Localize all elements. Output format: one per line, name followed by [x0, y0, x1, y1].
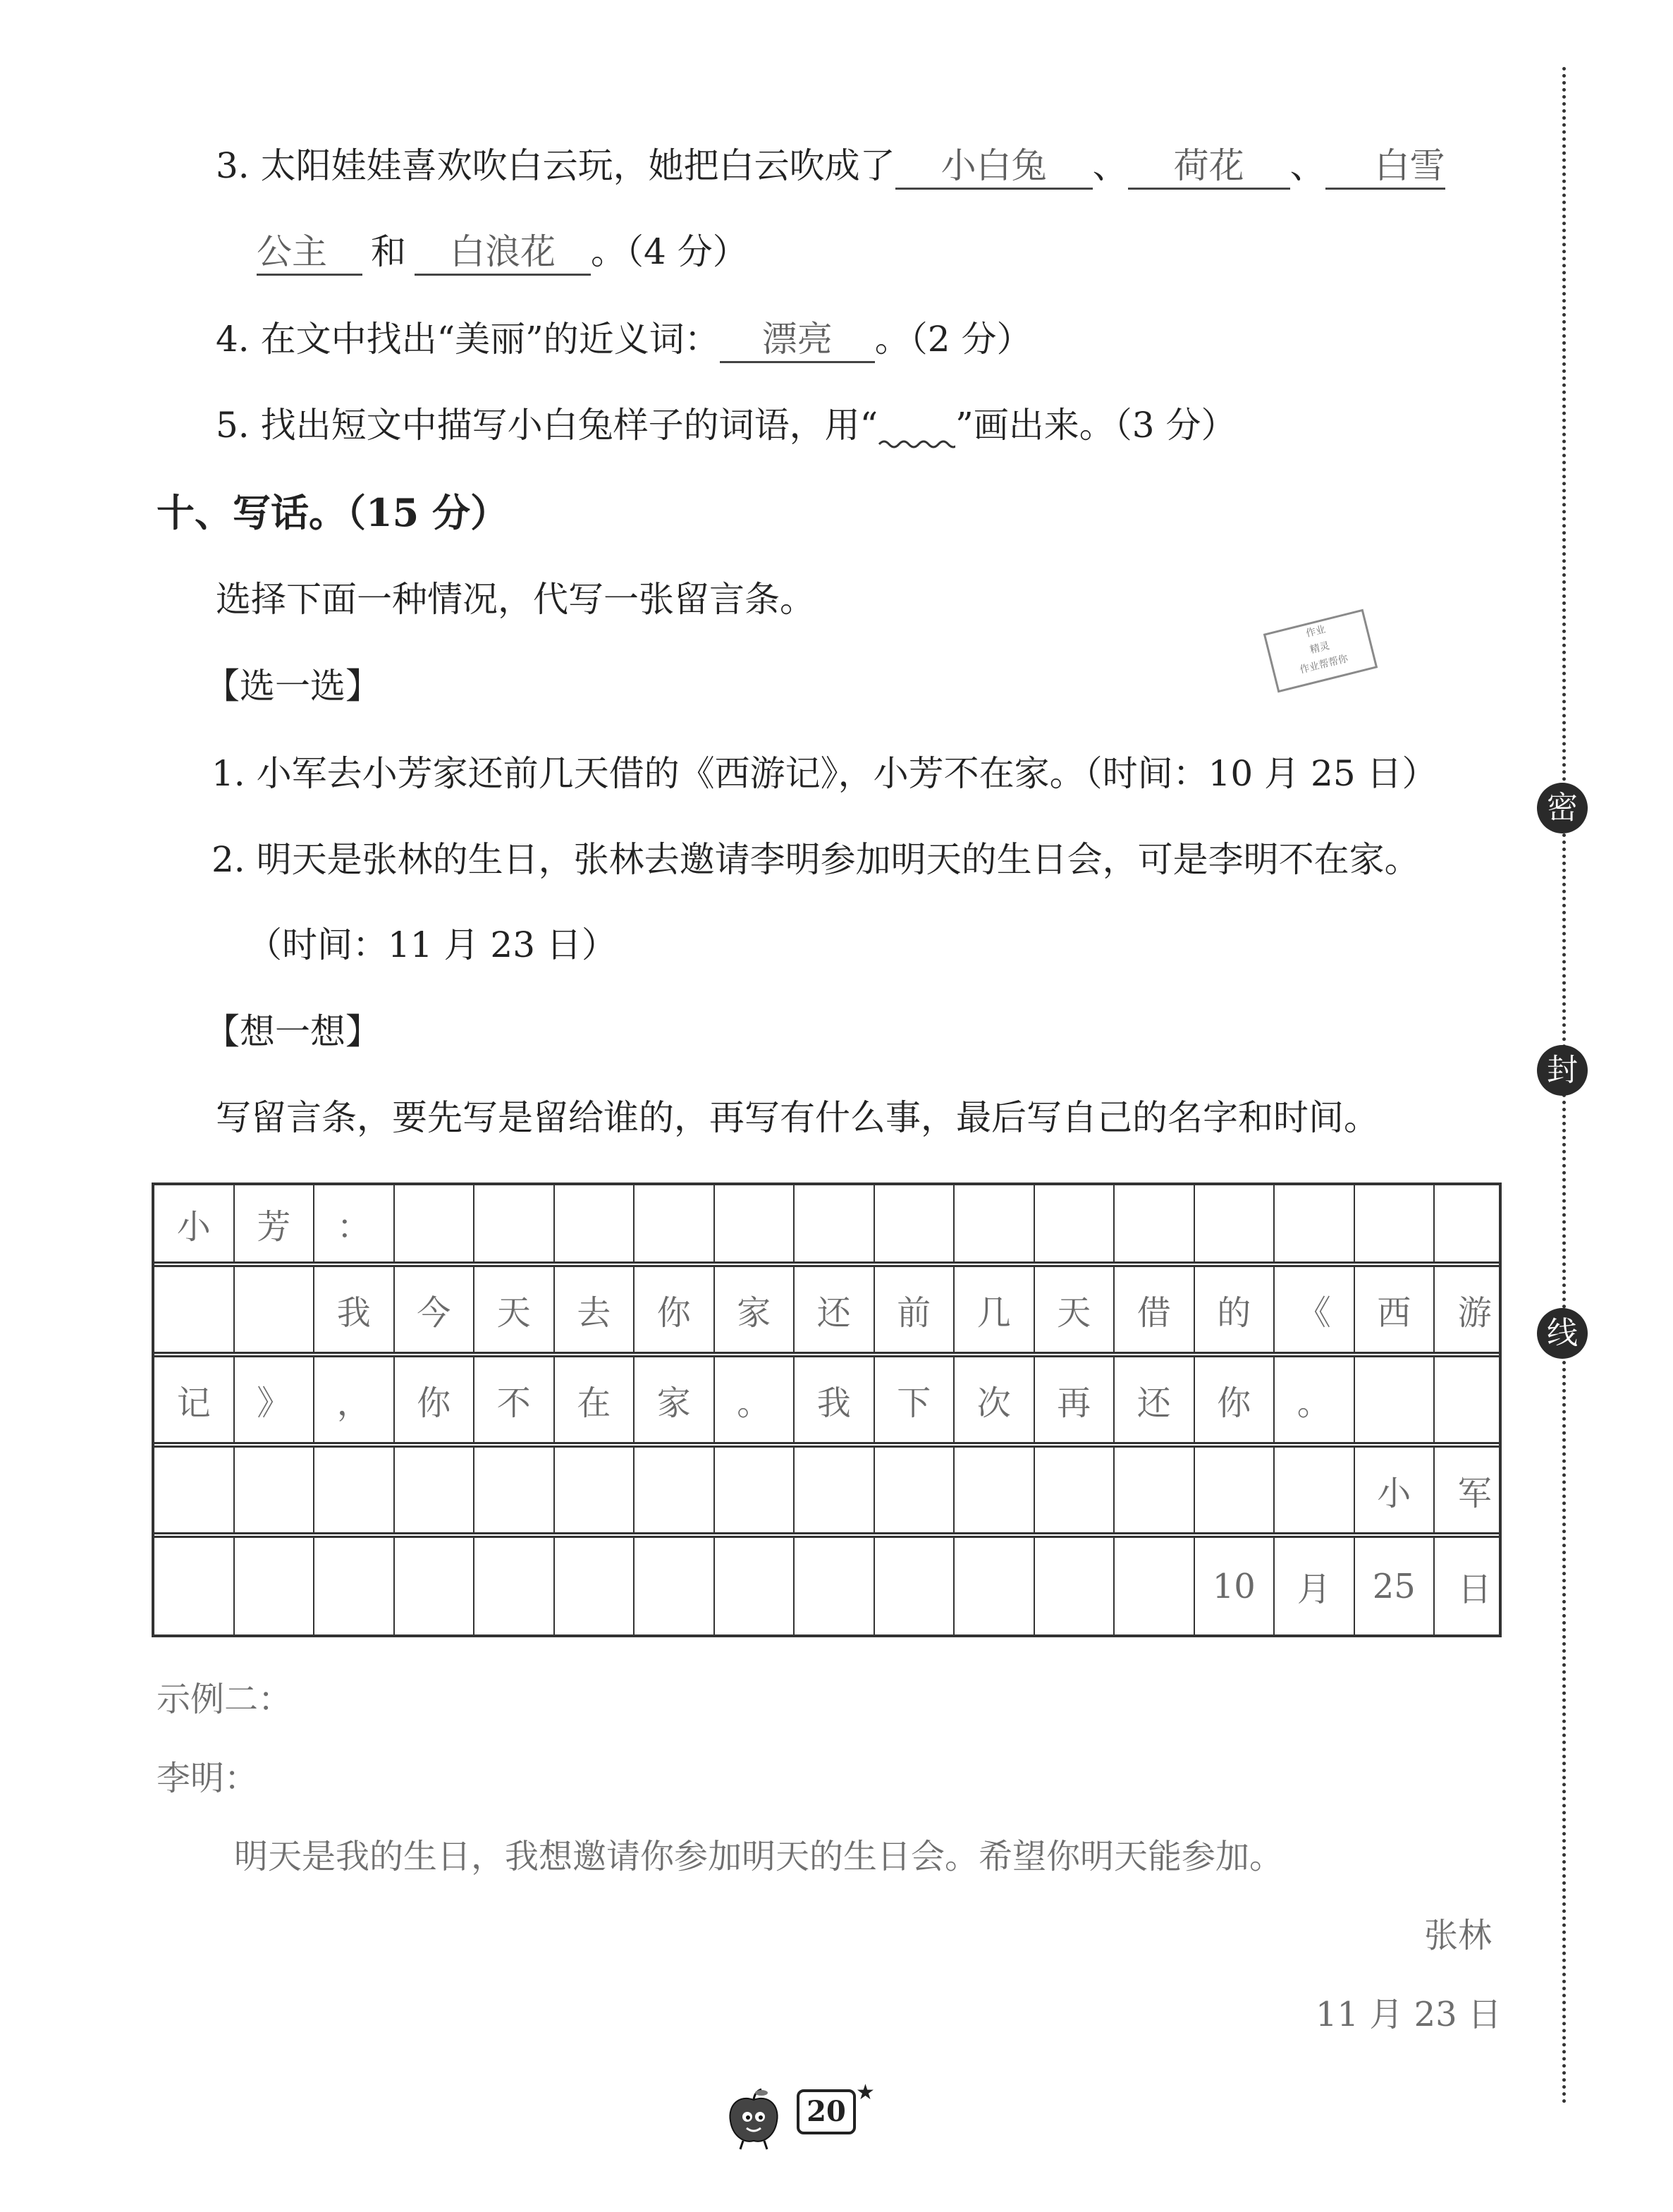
q3-text: 3. 太阳娃娃喜欢吹白云玩，她把白云吹成了	[216, 145, 895, 186]
example-2-date: 11 月 23 日	[1316, 1995, 1502, 2034]
grid-cell	[955, 1448, 1035, 1532]
grid-cell: 去	[555, 1267, 635, 1352]
grid-cell: 记	[154, 1357, 235, 1442]
grid-cell	[235, 1538, 315, 1634]
grid-cell: 游	[1457, 1293, 1492, 1333]
q3-and: 和	[371, 231, 406, 272]
stamp-text: 作业	[1304, 623, 1327, 640]
question-3	[216, 141, 1445, 190]
grid-cell	[1435, 1357, 1515, 1442]
grid-cell: 西	[1355, 1267, 1435, 1352]
grid-row	[154, 1267, 1499, 1352]
grid-cell	[1115, 1185, 1195, 1261]
grid-cell	[1275, 1448, 1355, 1532]
question-5	[216, 401, 1236, 450]
q3-answer-3a: 白雪	[1325, 144, 1445, 190]
grid-cell	[875, 1448, 955, 1532]
seal-xian: 线	[1537, 1308, 1588, 1359]
q3-answer-1: 小白兔	[895, 144, 1093, 190]
grid-cell	[635, 1538, 715, 1634]
grid-cell	[1275, 1185, 1355, 1261]
choose-item-2-time: （时间：11 月 23 日）	[247, 924, 617, 965]
example-2-to: 李明：	[157, 1759, 259, 1798]
grid-cell: 还	[1115, 1357, 1195, 1442]
grid-cell: 下	[875, 1357, 955, 1442]
grid-row	[154, 1185, 1499, 1261]
grid-cell: 》	[235, 1357, 315, 1442]
question-4	[216, 314, 1031, 364]
grid-cell	[474, 1448, 555, 1532]
grid-cell: 10	[1195, 1538, 1275, 1634]
grid-row	[154, 1538, 1499, 1634]
q4-answer: 漂亮	[720, 317, 875, 363]
grid-cell: 芳	[235, 1185, 315, 1261]
grid-cell: 在	[555, 1357, 635, 1442]
wavy-underline-icon	[878, 436, 955, 450]
grid-cell: 小	[1355, 1448, 1435, 1532]
writing-grid	[152, 1183, 1502, 1637]
section-10-intro: 选择下面一种情况，代写一张留言条。	[216, 579, 815, 620]
grid-cell	[795, 1538, 875, 1634]
grid-cell	[1115, 1538, 1195, 1634]
grid-cell: 小	[154, 1185, 235, 1261]
grid-cell	[1355, 1185, 1435, 1261]
grid-cell	[474, 1538, 555, 1634]
grid-cell: 的	[1195, 1267, 1275, 1352]
q4-score: 。（2 分）	[874, 319, 1032, 360]
grid-cell	[875, 1185, 955, 1261]
q3-answer-4: 白浪花	[415, 230, 591, 276]
grid-cell	[395, 1185, 475, 1261]
grid-cell	[715, 1538, 795, 1634]
grid-cell: 还	[795, 1267, 875, 1352]
grid-cell	[314, 1448, 395, 1532]
stamp-logo	[1263, 609, 1378, 693]
grid-cell	[1355, 1357, 1435, 1442]
grid-cell: ，	[314, 1357, 395, 1442]
choose-item-2: 2. 明天是张林的生日，张林去邀请李明参加明天的生日会，可是李明不在家。	[212, 839, 1420, 880]
stamp-text: 精灵	[1309, 640, 1331, 656]
grid-cell: 不	[474, 1357, 555, 1442]
choose-header: 【选一选】	[204, 666, 381, 707]
grid-cell: 几	[955, 1267, 1035, 1352]
page-number: 20	[797, 2089, 856, 2134]
grid-cell	[555, 1185, 635, 1261]
grid-cell: 军	[1457, 1473, 1492, 1513]
grid-cell	[955, 1185, 1035, 1261]
seal-feng: 封	[1537, 1045, 1588, 1096]
grid-cell	[715, 1448, 795, 1532]
section-10-title: 十、写话。（15 分）	[157, 490, 508, 535]
grid-cell: 日	[1457, 1570, 1492, 1609]
think-text: 写留言条，要先写是留给谁的，再写有什么事，最后写自己的名字和时间。	[216, 1097, 1379, 1138]
grid-cell: 家	[635, 1357, 715, 1442]
q4-text: 4. 在文中找出“美丽”的近义词：	[216, 319, 720, 360]
grid-cell: 。	[715, 1357, 795, 1442]
grid-cell: 再	[1035, 1357, 1115, 1442]
grid-cell	[1115, 1448, 1195, 1532]
grid-cell	[555, 1538, 635, 1634]
grid-separator	[154, 1352, 1499, 1357]
grid-cell	[635, 1448, 715, 1532]
grid-cell	[715, 1185, 795, 1261]
grid-cell	[1195, 1448, 1275, 1532]
grid-cell: 你	[395, 1357, 475, 1442]
q3-answer-3b: 公主	[257, 230, 362, 276]
grid-cell	[1435, 1185, 1515, 1261]
grid-cell	[1035, 1538, 1115, 1634]
choose-item-1: 1. 小军去小芳家还前几天借的《西游记》，小芳不在家。（时间：10 月 25 日）	[212, 753, 1438, 794]
grid-cell	[1195, 1185, 1275, 1261]
q5-score: ”画出来。（3 分）	[955, 405, 1237, 446]
q3-sep: 、	[1092, 145, 1128, 186]
grid-cell	[875, 1538, 955, 1634]
grid-cell: 你	[635, 1267, 715, 1352]
q3-score: 。（4 分）	[591, 231, 748, 272]
q3-sep: 、	[1289, 145, 1325, 186]
grid-cell	[795, 1185, 875, 1261]
grid-cell: 家	[715, 1267, 795, 1352]
grid-cell	[314, 1538, 395, 1634]
grid-cell	[635, 1185, 715, 1261]
grid-cell: 前	[875, 1267, 955, 1352]
grid-cell: 天	[474, 1267, 555, 1352]
grid-cell	[555, 1448, 635, 1532]
grid-row	[154, 1357, 1499, 1442]
grid-cell	[1035, 1185, 1115, 1261]
grid-cell	[154, 1538, 235, 1634]
seal-mi: 密	[1537, 783, 1588, 833]
think-header: 【想一想】	[204, 1011, 381, 1052]
grid-cell: 我	[314, 1267, 395, 1352]
grid-cell: 。	[1275, 1357, 1355, 1442]
grid-cell	[1035, 1448, 1115, 1532]
grid-cell	[154, 1448, 235, 1532]
example-2-sign: 张林	[1424, 1916, 1493, 1955]
grid-cell	[395, 1538, 475, 1634]
grid-cell: 次	[955, 1357, 1035, 1442]
grid-cell	[474, 1185, 555, 1261]
grid-cell	[154, 1267, 235, 1352]
grid-cell	[235, 1448, 315, 1532]
example-2-label: 示例二：	[157, 1680, 293, 1719]
q3-answer-2: 荷花	[1128, 144, 1290, 190]
grid-cell	[395, 1448, 475, 1532]
grid-cell: 今	[395, 1267, 475, 1352]
grid-cell: 天	[1035, 1267, 1115, 1352]
grid-separator	[154, 1261, 1499, 1267]
grid-separator	[154, 1532, 1499, 1538]
grid-cell	[955, 1538, 1035, 1634]
star-icon: ★	[856, 2080, 875, 2105]
grid-cell	[795, 1448, 875, 1532]
grid-cell: 你	[1195, 1357, 1275, 1442]
question-3-continued	[257, 227, 748, 276]
apple-mascot-icon	[722, 2087, 785, 2151]
grid-separator	[154, 1442, 1499, 1448]
grid-cell: 借	[1115, 1267, 1195, 1352]
grid-cell: 《	[1275, 1267, 1355, 1352]
grid-cell: 我	[795, 1357, 875, 1442]
example-2-body: 明天是我的生日，我想邀请你参加明天的生日会。希望你明天能参加。	[234, 1837, 1284, 1876]
q5-text: 5. 找出短文中描写小白兔样子的词语，用“	[216, 405, 878, 446]
grid-row	[154, 1448, 1499, 1532]
grid-cell: ：	[314, 1185, 395, 1261]
grid-cell	[235, 1267, 315, 1352]
grid-cell: 月	[1275, 1538, 1355, 1634]
grid-cell: 25	[1355, 1538, 1435, 1634]
stamp-text: 作业帮帮你	[1298, 653, 1349, 676]
